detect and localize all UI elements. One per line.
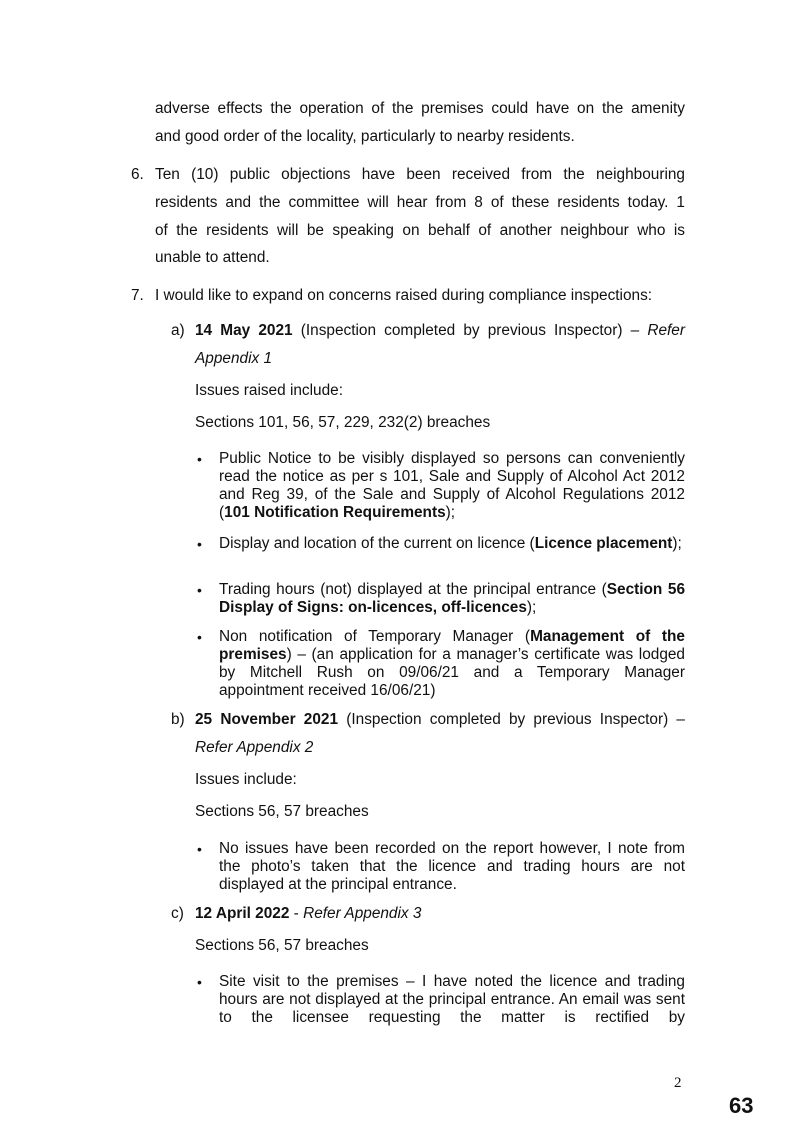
list-number: 6. <box>131 166 144 183</box>
paragraph-line: of the residents will be speaking on behalf of another neighbour who is <box>155 222 685 239</box>
appendix-text: Refer Appendix 2 <box>195 739 314 756</box>
sublist-label: b) <box>171 711 185 728</box>
bullet-bold: Licence placement <box>534 535 673 552</box>
list-number: 7. <box>131 287 144 304</box>
bullet-item <box>219 628 685 700</box>
inspection-date: 12 April 2022 <box>195 905 290 922</box>
bullet: • <box>197 629 202 645</box>
page-number: 2 <box>674 1075 682 1091</box>
paragraph-line: residents and the committee will hear from 8 of these residents today. 1 <box>155 194 685 211</box>
bullet-end: ); <box>445 504 456 521</box>
bullet-bold: 101 Notification Requirements <box>224 504 446 521</box>
inspection-note: - <box>289 905 304 922</box>
bullet-item <box>219 450 685 522</box>
sublist-label: c) <box>171 905 184 922</box>
refer-text: Refer <box>647 322 685 339</box>
appendix-ref <box>195 738 313 758</box>
inspection-date: 14 May 2021 <box>195 322 293 339</box>
bullet-end: ) – (an application for a manager’s certificate was lodged by Mitchell Rush on 09/06/21 and a Temporary Manager appointment received 16/06/21) <box>219 646 685 699</box>
bullet: • <box>197 451 202 467</box>
bullet-item: No issues have been recorded on the report however, I note from the photo’s taken that the licence and trading hours are not displayed at the principal entrance. <box>219 840 685 893</box>
bullet-end: ); <box>526 599 537 616</box>
bullet-text: Non notification of Temporary Manager ( <box>219 628 531 645</box>
agenda-page-number: 63 <box>729 1093 754 1118</box>
inspection-heading <box>195 321 685 341</box>
sections-line: Sections 56, 57 breaches <box>195 803 369 820</box>
issues-label: Issues include: <box>195 771 297 788</box>
inspection-note: (Inspection completed by previous Inspector) – <box>338 711 685 728</box>
sections-line: Sections 101, 56, 57, 229, 232(2) breaches <box>195 414 491 431</box>
bullet-item: Site visit to the premises – I have noted the licence and trading hours are not displayed at the principal entrance. An email was sent to the licensee requesting the matter is rectified by <box>219 973 685 1026</box>
bullet: • <box>197 582 202 598</box>
appendix-ref <box>195 349 272 369</box>
refer-text: Refer Appendix 3 <box>303 905 422 922</box>
sublist-label: a) <box>171 322 185 339</box>
inspection-date: 25 November 2021 <box>195 711 339 728</box>
bullet-item <box>219 535 685 553</box>
bullet: • <box>197 841 202 857</box>
bullet: • <box>197 974 202 990</box>
paragraph-line: adverse effects the operation of the premises could have on the amenity <box>155 100 685 117</box>
paragraph-line: and good order of the locality, particularly to nearby residents. <box>155 128 575 145</box>
appendix-text: Appendix 1 <box>195 350 273 367</box>
issues-label: Issues raised include: <box>195 382 343 399</box>
bullet-text: Display and location of the current on licence ( <box>219 535 535 552</box>
bullet-bold: Management of the premises <box>219 628 685 663</box>
bullet-item <box>219 581 685 617</box>
bullet-text: Public Notice to be visibly displayed so persons can conveniently read the notice as per s 101, Sale and Supply of Alcohol Act 2012 and Reg 39, of the Sale and Supply of Alcohol Regulations 2012 ( <box>219 450 685 521</box>
paragraph-line: Ten (10) public objections have been received from the neighbouring <box>155 166 685 183</box>
inspection-heading <box>195 904 421 924</box>
bullet: • <box>197 536 202 552</box>
bullet-end: ); <box>672 535 682 552</box>
paragraph-line: I would like to expand on concerns raised during compliance inspections: <box>155 287 653 304</box>
inspection-note: (Inspection completed by previous Inspector) – <box>292 322 648 339</box>
sections-line: Sections 56, 57 breaches <box>195 937 369 954</box>
bullet-text: Trading hours (not) displayed at the principal entrance ( <box>219 581 607 598</box>
bullet-bold: Section 56 Display of Signs: on-licences, off-licences <box>219 581 686 616</box>
inspection-heading <box>195 710 685 730</box>
paragraph-line: unable to attend. <box>155 249 270 266</box>
